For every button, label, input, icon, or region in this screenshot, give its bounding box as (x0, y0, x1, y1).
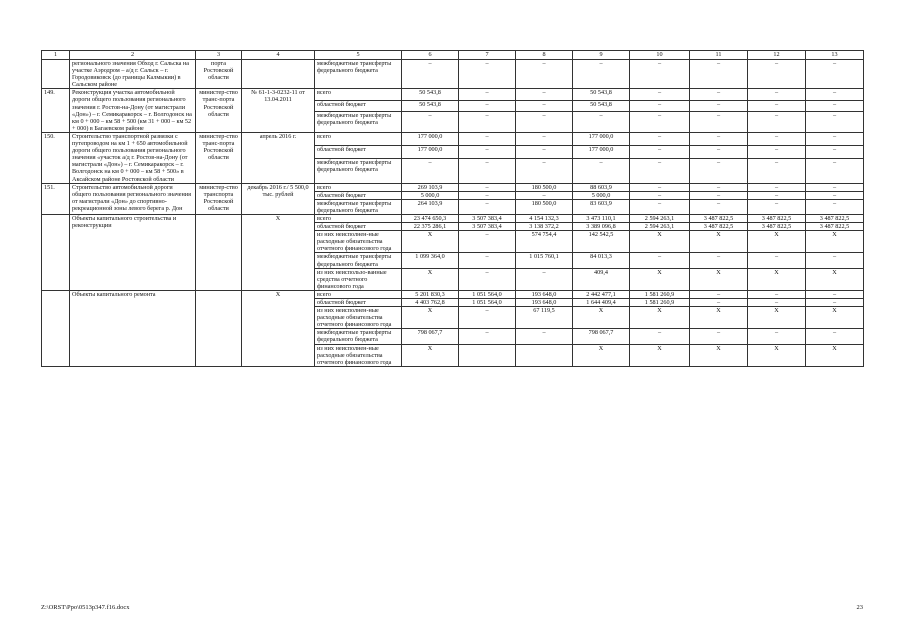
amount-cell: X (806, 307, 864, 329)
amount-cell: 3 507 383,4 (459, 214, 516, 222)
table-row (42, 183, 864, 191)
amount-cell: – (459, 100, 516, 111)
amount-cell: X (402, 344, 459, 366)
amount-cell: X (690, 344, 748, 366)
amount-cell: X (690, 231, 748, 253)
row-number (42, 290, 70, 366)
amount-cell: 177 000,0 (402, 132, 459, 145)
budget-table (41, 50, 864, 367)
amount-cell: 177 000,0 (402, 146, 459, 159)
amount-cell: – (806, 132, 864, 145)
amount-cell: 1 581 260,9 (630, 299, 690, 307)
amount-cell: – (516, 100, 573, 111)
amount-cell: 3 473 110,1 (573, 214, 630, 222)
amount-cell: 5 000,0 (402, 191, 459, 199)
amount-cell: 83 603,9 (573, 199, 630, 214)
amount-cell: – (459, 111, 516, 132)
amount-cell: 50 543,8 (402, 100, 459, 111)
table-row (42, 132, 864, 145)
amount-cell: 3 138 372,2 (516, 223, 573, 231)
row-number (42, 60, 70, 89)
amount-cell: – (630, 183, 690, 191)
amount-cell: 1 051 564,0 (459, 299, 516, 307)
amount-cell: – (748, 191, 806, 199)
amount-cell: – (806, 290, 864, 298)
funding-source: областной бюджет (315, 299, 402, 307)
amount-cell: 3 487 822,5 (748, 214, 806, 222)
amount-cell: 84 013,3 (573, 253, 630, 268)
amount-cell: – (690, 329, 748, 344)
amount-cell: – (748, 329, 806, 344)
amount-cell: – (516, 191, 573, 199)
amount-cell: 1 581 260,9 (630, 290, 690, 298)
object-name: Объекты капитального ремонта (70, 290, 196, 366)
amount-cell: 22 375 286,1 (402, 223, 459, 231)
amount-cell: – (748, 132, 806, 145)
funding-source: межбюджетные трансферты федерального бюджета (315, 111, 402, 132)
amount-cell: 5 000,0 (573, 191, 630, 199)
column-number: 4 (242, 51, 315, 60)
amount-cell: – (806, 253, 864, 268)
amount-cell: – (690, 199, 748, 214)
amount-cell: – (806, 146, 864, 159)
column-number: 1 (42, 51, 70, 60)
amount-cell: – (748, 199, 806, 214)
row-number: 150. (42, 132, 70, 183)
row-number (42, 214, 70, 290)
funding-source: межбюджетные трансферты федерального бюджета (315, 199, 402, 214)
amount-cell: – (459, 132, 516, 145)
amount-cell: 3 487 822,5 (748, 223, 806, 231)
amount-cell: X (402, 307, 459, 329)
amount-cell: 1 099 364,0 (402, 253, 459, 268)
amount-cell: – (402, 159, 459, 184)
amount-cell: – (630, 132, 690, 145)
amount-cell: – (630, 89, 690, 100)
executor: министер-ство транс-порта Ростовской области (196, 132, 242, 183)
column-number: 6 (402, 51, 459, 60)
amount-cell: – (690, 111, 748, 132)
amount-cell: – (459, 60, 516, 89)
column-number: 12 (748, 51, 806, 60)
amount-cell: – (516, 159, 573, 184)
amount-cell: 3 487 822,5 (690, 214, 748, 222)
amount-cell: X (402, 268, 459, 290)
amount-cell: 574 754,4 (516, 231, 573, 253)
amount-cell: 4 403 762,8 (402, 299, 459, 307)
amount-cell: – (573, 111, 630, 132)
amount-cell: – (690, 253, 748, 268)
funding-source: межбюджетные трансферты федерального бюджета (315, 60, 402, 89)
amount-cell: – (806, 100, 864, 111)
document-ref: № 61-1-3-0232-11 от 13.04.2011 (242, 89, 315, 133)
amount-cell: 180 500,0 (516, 199, 573, 214)
amount-cell: X (748, 268, 806, 290)
table-body (42, 51, 864, 367)
row-number: 151. (42, 183, 70, 214)
amount-cell: 5 201 830,3 (402, 290, 459, 298)
amount-cell: X (748, 344, 806, 366)
column-number: 3 (196, 51, 242, 60)
amount-cell: 193 648,0 (516, 299, 573, 307)
amount-cell: – (690, 100, 748, 111)
amount-cell: – (806, 60, 864, 89)
amount-cell: 193 648,0 (516, 290, 573, 298)
funding-source: межбюджетные трансферты федерального бюджета (315, 329, 402, 344)
amount-cell: – (806, 191, 864, 199)
amount-cell: 4 154 132,3 (516, 214, 573, 222)
amount-cell: – (516, 60, 573, 89)
funding-source: из них неиспользо-ванные средства отчетного финансового года (315, 268, 402, 290)
amount-cell (516, 344, 573, 366)
amount-cell: X (630, 344, 690, 366)
funding-source: областной бюджет (315, 191, 402, 199)
amount-cell: 798 067,7 (573, 329, 630, 344)
document-ref: декабрь 2016 г./ 5 500,0 тыс. рублей (242, 183, 315, 214)
funding-source: всего (315, 89, 402, 100)
amount-cell: 3 487 822,5 (806, 223, 864, 231)
amount-cell: 23 474 650,3 (402, 214, 459, 222)
amount-cell: – (630, 146, 690, 159)
amount-cell: X (690, 307, 748, 329)
amount-cell (459, 344, 516, 366)
amount-cell: 180 500,0 (516, 183, 573, 191)
amount-cell: – (630, 253, 690, 268)
object-name: регионального значения Обход г. Сальска на участке Аэродром – а/д г. Сальск – г. Городовиковск (до границы Калмыкии) в Сальском районе (70, 60, 196, 89)
amount-cell: 1 051 564,0 (459, 290, 516, 298)
amount-cell: – (690, 159, 748, 184)
amount-cell: – (748, 290, 806, 298)
amount-cell: X (630, 307, 690, 329)
amount-cell: 1 015 760,1 (516, 253, 573, 268)
column-number: 8 (516, 51, 573, 60)
executor: министер-ство транс-порта Ростовской области (196, 89, 242, 133)
column-number-row (42, 51, 864, 60)
amount-cell: – (690, 191, 748, 199)
amount-cell: X (690, 268, 748, 290)
amount-cell: X (748, 307, 806, 329)
amount-cell: – (516, 89, 573, 100)
object-name: Строительство автомобильной дороги общего пользования регионального значения от магистрали «Дон» до спортивно-рекреационной зоны левого берега р. Дон (70, 183, 196, 214)
column-number: 9 (573, 51, 630, 60)
amount-cell: X (806, 268, 864, 290)
amount-cell: – (459, 329, 516, 344)
amount-cell: – (690, 132, 748, 145)
amount-cell: – (748, 146, 806, 159)
amount-cell: – (630, 191, 690, 199)
column-number: 11 (690, 51, 748, 60)
amount-cell: – (806, 159, 864, 184)
amount-cell: 142 542,5 (573, 231, 630, 253)
document-ref: X (242, 290, 315, 366)
funding-source: областной бюджет (315, 223, 402, 231)
amount-cell: X (573, 344, 630, 366)
amount-cell: – (459, 268, 516, 290)
object-name: Строительство транспортной развязки с путепроводом на км 1 + 650 автомобильной дороги общего пользования регионального значения «участок а/д г. Ростов-на-Дону (от магистрали «Дон») – г. Семикаракорск – г. Волгодонск на км 0 + 000 – км 58 + 500» в Аксайском районе Ростовской области (70, 132, 196, 183)
amount-cell: 3 389 096,8 (573, 223, 630, 231)
amount-cell: 50 543,8 (573, 100, 630, 111)
funding-source: из них неисполнен-ные расходные обязательства отчетного финансового года (315, 231, 402, 253)
amount-cell: – (690, 290, 748, 298)
amount-cell: – (748, 299, 806, 307)
amount-cell: – (630, 100, 690, 111)
amount-cell: – (516, 268, 573, 290)
funding-source: из них неисполнен-ные расходные обязательства отчетного финансового года (315, 344, 402, 366)
object-name: Реконструкция участка автомобильной дороги общего пользования регионального значения г. Ростов-на-Дону (от магистрали «Дон») – г. Семикаракорск – г. Волгодонск на км 0 + 000 – км 58 + 500 (км 31 + 000 – км 52 + 000) в Багаевском районе (70, 89, 196, 133)
amount-cell: – (459, 231, 516, 253)
page-number: 23 (856, 604, 863, 611)
amount-cell: – (748, 159, 806, 184)
amount-cell: – (748, 183, 806, 191)
amount-cell: X (573, 307, 630, 329)
amount-cell: 88 603,9 (573, 183, 630, 191)
file-path: Z:\ORST\Ppo\0513p347.f16.docx (41, 604, 130, 611)
document-ref: X (242, 214, 315, 290)
amount-cell: 50 543,8 (402, 89, 459, 100)
table-row (42, 60, 864, 89)
document-ref (242, 60, 315, 89)
amount-cell: X (806, 231, 864, 253)
funding-source: всего (315, 183, 402, 191)
amount-cell: – (573, 159, 630, 184)
row-number: 149. (42, 89, 70, 133)
amount-cell: – (630, 111, 690, 132)
funding-source: областной бюджет (315, 100, 402, 111)
amount-cell: – (748, 60, 806, 89)
amount-cell: – (748, 100, 806, 111)
amount-cell: X (630, 268, 690, 290)
amount-cell: – (690, 89, 748, 100)
amount-cell: – (516, 111, 573, 132)
executor (196, 214, 242, 290)
amount-cell: 1 644 409,4 (573, 299, 630, 307)
amount-cell: 177 000,0 (573, 146, 630, 159)
funding-source: межбюджетные трансферты федерального бюджета (315, 159, 402, 184)
column-number: 7 (459, 51, 516, 60)
executor: министер-ство транспорта Ростовской области (196, 183, 242, 214)
amount-cell: – (516, 146, 573, 159)
amount-cell: – (690, 60, 748, 89)
amount-cell: 2 442 477,1 (573, 290, 630, 298)
amount-cell: – (630, 60, 690, 89)
amount-cell: – (806, 183, 864, 191)
column-number: 13 (806, 51, 864, 60)
amount-cell: – (630, 329, 690, 344)
document-ref: апрель 2016 г. (242, 132, 315, 183)
column-number: 2 (70, 51, 196, 60)
funding-source: областной бюджет (315, 146, 402, 159)
amount-cell: 798 067,7 (402, 329, 459, 344)
amount-cell: – (459, 89, 516, 100)
amount-cell: – (630, 159, 690, 184)
column-number: 5 (315, 51, 402, 60)
amount-cell: 177 000,0 (573, 132, 630, 145)
table-row (42, 89, 864, 100)
amount-cell: 264 103,9 (402, 199, 459, 214)
amount-cell: – (459, 253, 516, 268)
amount-cell: X (806, 344, 864, 366)
amount-cell: – (806, 329, 864, 344)
table-row (42, 214, 864, 222)
amount-cell: – (459, 191, 516, 199)
amount-cell: – (516, 329, 573, 344)
funding-source: из них неисполнен-ные расходные обязательства отчетного финансового года (315, 307, 402, 329)
amount-cell: 3 487 822,5 (806, 214, 864, 222)
amount-cell: – (459, 199, 516, 214)
amount-cell: 50 543,8 (573, 89, 630, 100)
amount-cell: – (459, 159, 516, 184)
funding-source: межбюджетные трансферты федерального бюджета (315, 253, 402, 268)
amount-cell: – (459, 183, 516, 191)
amount-cell: – (402, 60, 459, 89)
amount-cell: – (690, 299, 748, 307)
amount-cell: – (402, 111, 459, 132)
executor: порта Ростовской области (196, 60, 242, 89)
amount-cell: – (630, 199, 690, 214)
amount-cell: – (748, 89, 806, 100)
amount-cell: 67 119,5 (516, 307, 573, 329)
amount-cell: – (459, 307, 516, 329)
amount-cell: 2 594 263,1 (630, 223, 690, 231)
amount-cell: 3 507 383,4 (459, 223, 516, 231)
amount-cell: 269 103,9 (402, 183, 459, 191)
funding-source: всего (315, 290, 402, 298)
funding-source: всего (315, 214, 402, 222)
amount-cell: 3 487 822,5 (690, 223, 748, 231)
amount-cell: X (630, 231, 690, 253)
object-name: Объекты капитального строительства и реконструкции (70, 214, 196, 290)
amount-cell: – (573, 60, 630, 89)
amount-cell: 409,4 (573, 268, 630, 290)
amount-cell: 2 594 263,1 (630, 214, 690, 222)
funding-source: всего (315, 132, 402, 145)
amount-cell: – (516, 132, 573, 145)
amount-cell: – (806, 299, 864, 307)
amount-cell: – (806, 199, 864, 214)
column-number: 10 (630, 51, 690, 60)
amount-cell: X (402, 231, 459, 253)
amount-cell: X (748, 231, 806, 253)
amount-cell: – (748, 111, 806, 132)
amount-cell: – (748, 253, 806, 268)
table-row (42, 290, 864, 298)
amount-cell: – (806, 89, 864, 100)
amount-cell: – (690, 146, 748, 159)
amount-cell: – (459, 146, 516, 159)
amount-cell: – (690, 183, 748, 191)
amount-cell: – (806, 111, 864, 132)
executor (196, 290, 242, 366)
